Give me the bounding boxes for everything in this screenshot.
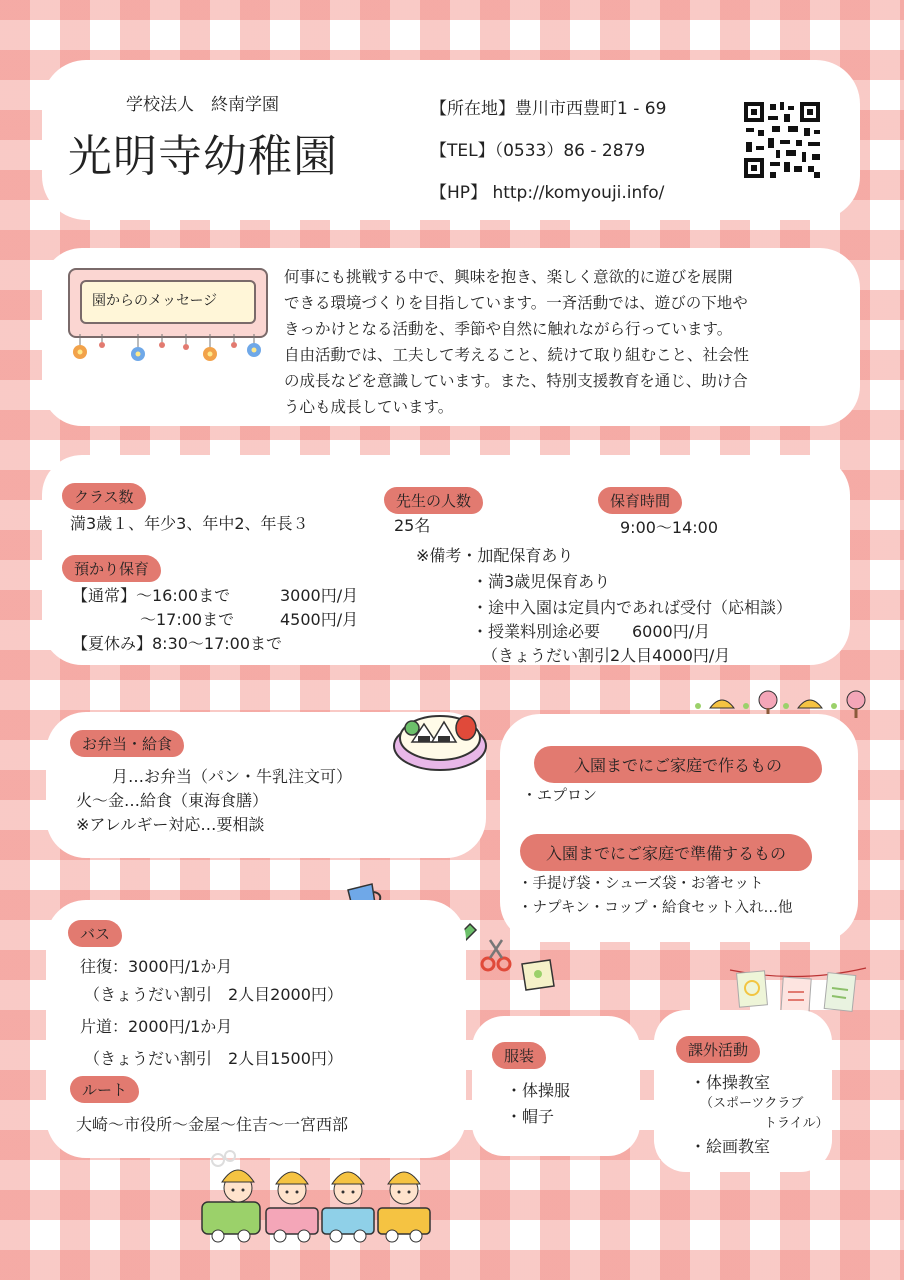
bus-card bbox=[46, 900, 466, 1158]
hours-value: 9:00～14:00 bbox=[620, 518, 719, 537]
lunch-line-2: 火～金…給食（東海食膳） bbox=[76, 791, 269, 810]
handkerchief-icon bbox=[518, 956, 558, 992]
childcare-row-3: 【夏休み】8:30～17:00まで bbox=[72, 634, 283, 653]
class-count-label: クラス数 bbox=[62, 483, 146, 510]
uniform-item-2: ・帽子 bbox=[506, 1107, 555, 1126]
route-value: 大崎～市役所～金屋～住吉～一宮西部 bbox=[76, 1115, 349, 1134]
homepage[interactable]: 【HP】 http://komyouji.info/ bbox=[430, 183, 665, 203]
extra-activities-label: 課外活動 bbox=[676, 1036, 760, 1063]
note-4: ・授業料別途必要 6000円/月 bbox=[472, 622, 711, 641]
message-banner-label: 園からのメッセージ bbox=[92, 293, 218, 309]
extra-activities-card bbox=[654, 1010, 832, 1172]
prep-card bbox=[500, 714, 858, 942]
message-line-4: 自由活動では、工夫して考えること、続けて取り組むこと、社会性 bbox=[284, 346, 750, 364]
childcare-price-2: 4500円/月 bbox=[280, 610, 359, 629]
prepare-item-1: ・手提げ袋・シューズ袋・お箸セット bbox=[518, 876, 764, 892]
extra-item-4: ・絵画教室 bbox=[690, 1137, 771, 1156]
bus-line-4: （きょうだい割引 2人目1500円） bbox=[84, 1049, 343, 1068]
message-line-5: の成長などを意識しています。また、特別支援教育を通じ、助け合 bbox=[284, 372, 748, 390]
lunch-label: お弁当・給食 bbox=[70, 730, 184, 757]
prepare-at-home-label: 入園までにご家庭で準備するもの bbox=[520, 834, 812, 871]
prepare-item-2: ・ナプキン・コップ・給食セット入れ…他 bbox=[518, 900, 793, 916]
make-item-1: ・エプロン bbox=[522, 786, 598, 804]
tel: 【TEL】（0533）86 - 2879 bbox=[430, 141, 646, 161]
message-line-3: きっかけとなる活動を、季節や自然に触れながら行っています。 bbox=[284, 320, 733, 338]
message-line-1: 何事にも挑戦する中で、興味を抱き、楽しく意欲的に遊びを展開 bbox=[284, 268, 733, 286]
make-at-home-label: 入園までにご家庭で作るもの bbox=[534, 746, 822, 783]
scissors-icon bbox=[478, 938, 514, 974]
uniform-item-1: ・体操服 bbox=[506, 1081, 571, 1100]
message-line-2: できる環境づくりを目指しています。一斉活動では、遊びの下地や bbox=[284, 294, 748, 312]
bus-line-1: 往復：3000円/1か月 bbox=[80, 957, 233, 976]
childcare-price-1: 3000円/月 bbox=[280, 586, 359, 605]
bento-box-icon bbox=[390, 702, 490, 774]
bus-label: バス bbox=[68, 920, 122, 947]
bus-line-2: （きょうだい割引 2人目2000円） bbox=[84, 985, 343, 1004]
children-train-illustration bbox=[196, 1150, 436, 1244]
note-5: （きょうだい割引2人目4000円/月 bbox=[482, 646, 731, 665]
route-label: ルート bbox=[70, 1076, 139, 1103]
extra-item-1: ・体操教室 bbox=[690, 1073, 771, 1092]
uniform-card bbox=[472, 1016, 640, 1156]
teachers-value: 25名 bbox=[394, 516, 431, 535]
lunch-line-1: 月…お弁当（パン・牛乳注文可） bbox=[112, 767, 353, 786]
qr-code-icon[interactable] bbox=[742, 100, 822, 180]
bus-line-3: 片道：2000円/1か月 bbox=[80, 1017, 233, 1036]
note-2: ・満3歳児保育あり bbox=[472, 572, 611, 591]
class-count-value: 満3歳１、年少3、年中2、年長３ bbox=[70, 514, 309, 533]
flower-garland-icon bbox=[66, 334, 266, 364]
extra-item-2: （スポーツクラブ bbox=[700, 1096, 804, 1111]
message-card bbox=[42, 248, 860, 426]
childcare-label: 預かり保育 bbox=[62, 555, 161, 582]
uniform-label: 服装 bbox=[492, 1042, 546, 1069]
header-card bbox=[42, 60, 860, 220]
childcare-row-2: ～17:00まで bbox=[140, 610, 235, 629]
message-line-6: う心も成長しています。 bbox=[284, 398, 454, 416]
address: 【所在地】豊川市西豊町1 - 69 bbox=[430, 99, 667, 119]
school-corporation: 学校法人 終南学園 bbox=[126, 95, 279, 115]
childcare-row-1: 【通常】～16:00まで bbox=[72, 586, 231, 605]
info-card bbox=[42, 455, 850, 665]
extra-item-3: トライル） bbox=[764, 1116, 829, 1131]
note-3: ・途中入園は定員内であれば受付（応相談） bbox=[472, 598, 793, 617]
note-1: ※備考・加配保育あり bbox=[416, 546, 574, 565]
page-title: 光明寺幼稚園 bbox=[68, 131, 338, 182]
hours-label: 保育時間 bbox=[598, 487, 682, 514]
teachers-label: 先生の人数 bbox=[384, 487, 483, 514]
lunch-line-3: ※アレルギー対応…要相談 bbox=[76, 815, 265, 834]
